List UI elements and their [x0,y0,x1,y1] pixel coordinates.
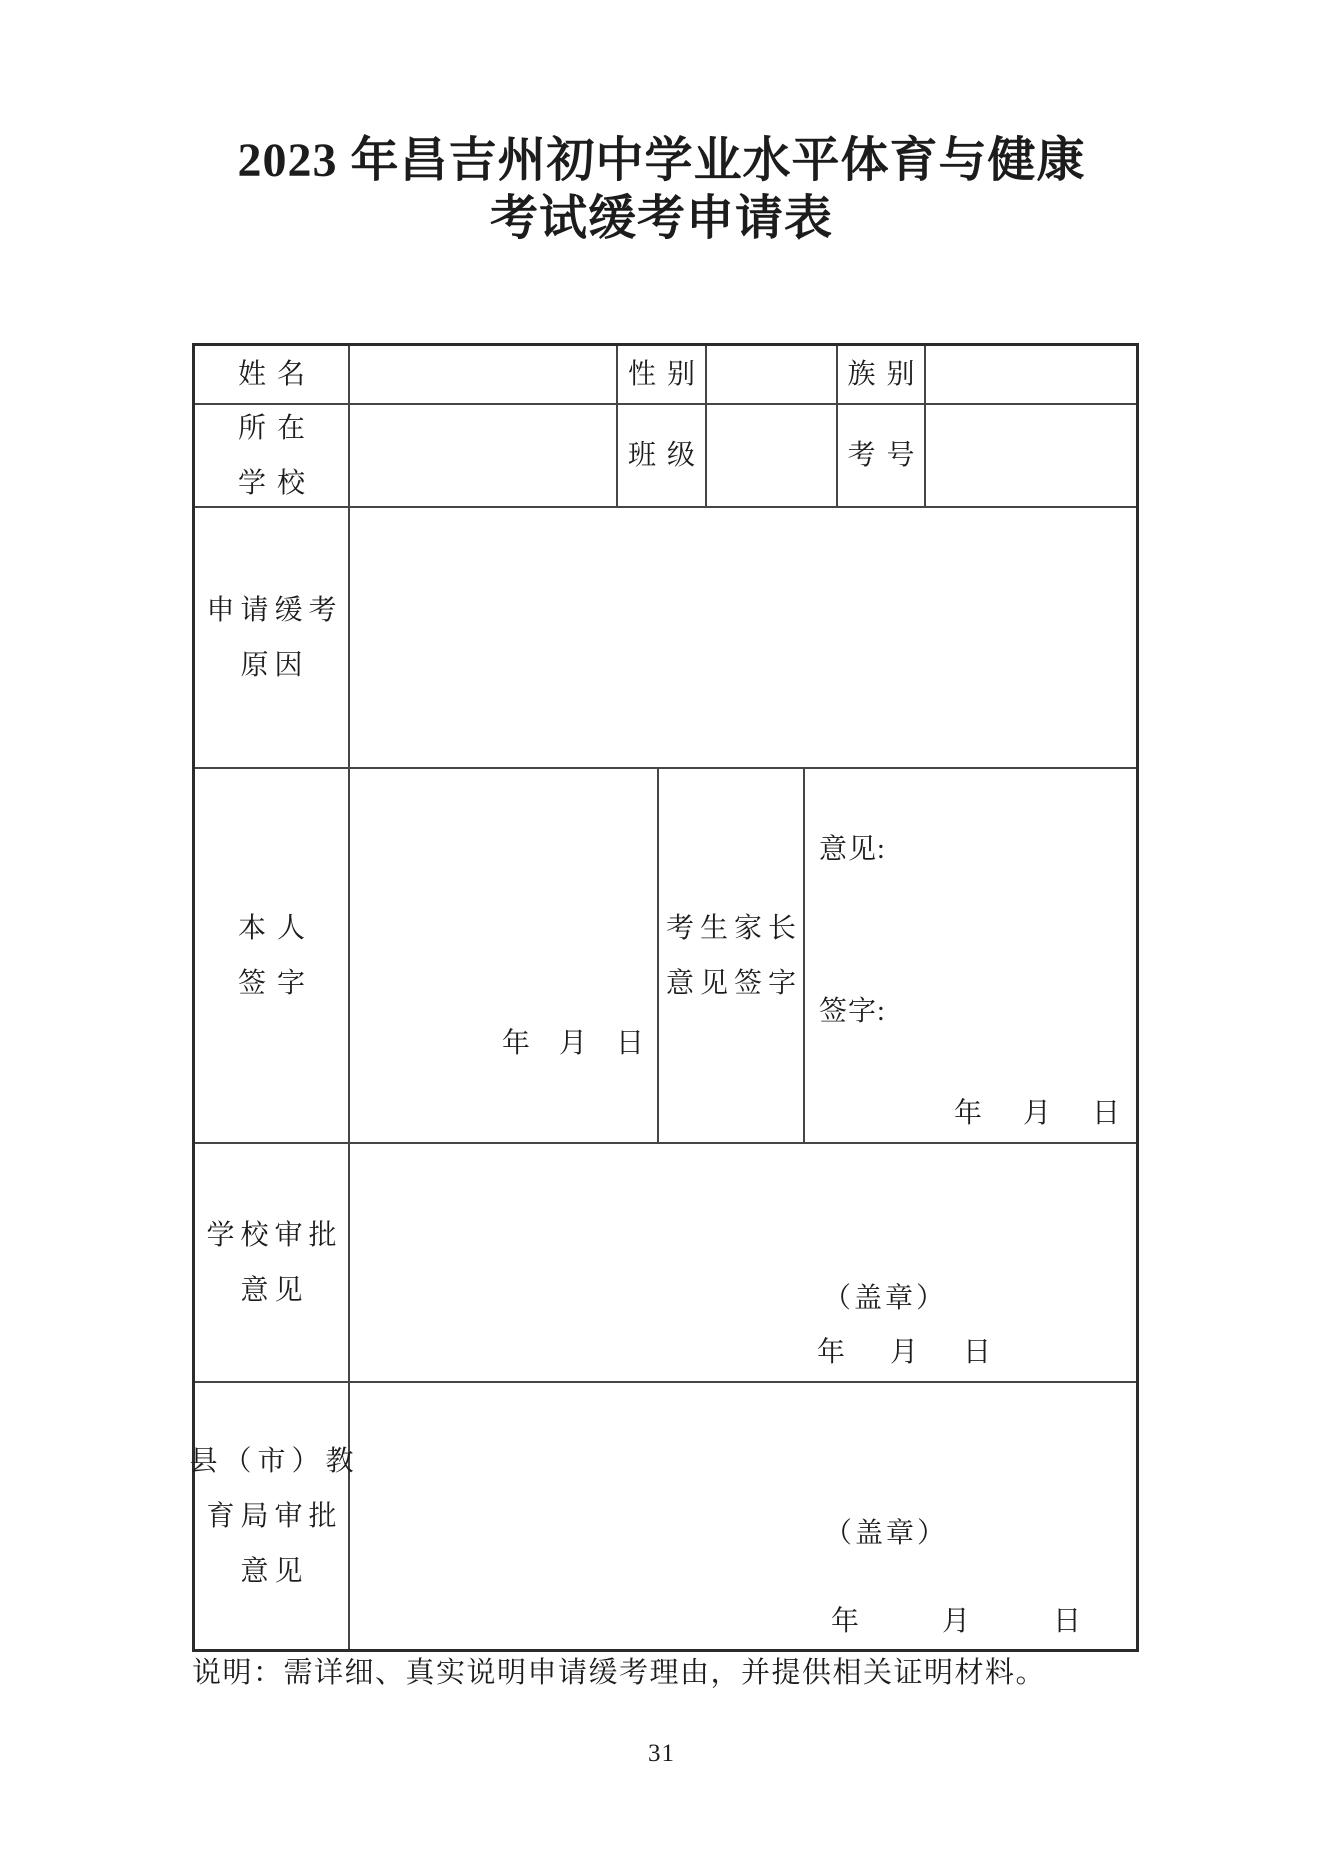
school-date-line: 年 月 日 [817,1337,992,1368]
form-title-line1: 2023 年昌吉州初中学业水平体育与健康 [237,134,1086,187]
gender-value-cell [707,346,838,405]
parent-label-cell [659,769,805,1144]
class-value-cell [707,405,838,508]
school-value-cell [350,405,618,508]
exam-no-value-cell [926,405,1136,508]
name-value-cell [350,346,618,405]
bureau-seal-placeholder: （盖章） [824,1518,949,1549]
gender-label-cell [618,346,707,405]
parent-label-line2: 意见签字 [665,967,802,999]
form-title-line2: 考试缓考申请表 [489,192,833,245]
ethnicity-value-cell [926,346,1136,405]
name-label-cell [195,346,350,405]
school-label-line1: 所在 [237,412,316,444]
self-sign-label-line2: 签字 [237,967,316,999]
name-label: 姓名 [237,359,316,390]
reason-label-line2: 原因 [240,649,309,681]
school-seal-placeholder: （盖章） [823,1283,948,1314]
self-sign-date-line: 年 月 日 [502,1028,646,1059]
self-sign-label-cell [195,769,350,1144]
school-approval-label-cell [195,1144,350,1383]
exam-no-label: 考号 [847,440,926,471]
application-form-table [189,343,1139,1652]
school-approval-area-cell [350,1144,1136,1383]
self-sign-label-line1: 本人 [237,912,316,944]
page-number: 31 [648,1740,675,1767]
bureau-date-line: 年 月 日 [831,1606,1082,1637]
parent-date-line: 年 月 日 [953,1098,1120,1129]
reason-label-line1: 申请缓考 [206,594,343,626]
parent-label-line1: 考生家长 [665,912,802,944]
ethnicity-label-cell [838,346,926,405]
school-label-line2: 学校 [237,467,316,499]
parent-opinion-label: 意见: [819,834,886,865]
school-label-cell [195,405,350,508]
exam-no-label-cell [838,405,926,508]
parent-sign-label: 签字: [819,996,886,1027]
reason-label-cell [195,508,350,769]
bureau-label-line2: 育局审批 [206,1500,343,1532]
school-approval-label-line1: 学校审批 [206,1219,343,1251]
bureau-label-line3: 意见 [240,1555,309,1587]
reason-value-cell [350,508,1136,769]
school-approval-label-line2: 意见 [240,1274,309,1306]
class-label-cell [618,405,707,508]
bureau-label-line1: 县（市）教 [189,1445,360,1477]
bureau-approval-area-cell [350,1383,1136,1649]
parent-opinion-area-cell [805,769,1136,1144]
ethnicity-label: 族别 [847,359,926,390]
form-title [0,132,1323,248]
bureau-approval-label-cell [189,1383,360,1649]
class-label: 班级 [628,440,707,471]
form-note: 说明：需详细、真实说明申请缓考理由，并提供相关证明材料。 [192,1657,1047,1689]
gender-label: 性别 [628,359,707,390]
self-sign-area-cell [350,769,659,1144]
